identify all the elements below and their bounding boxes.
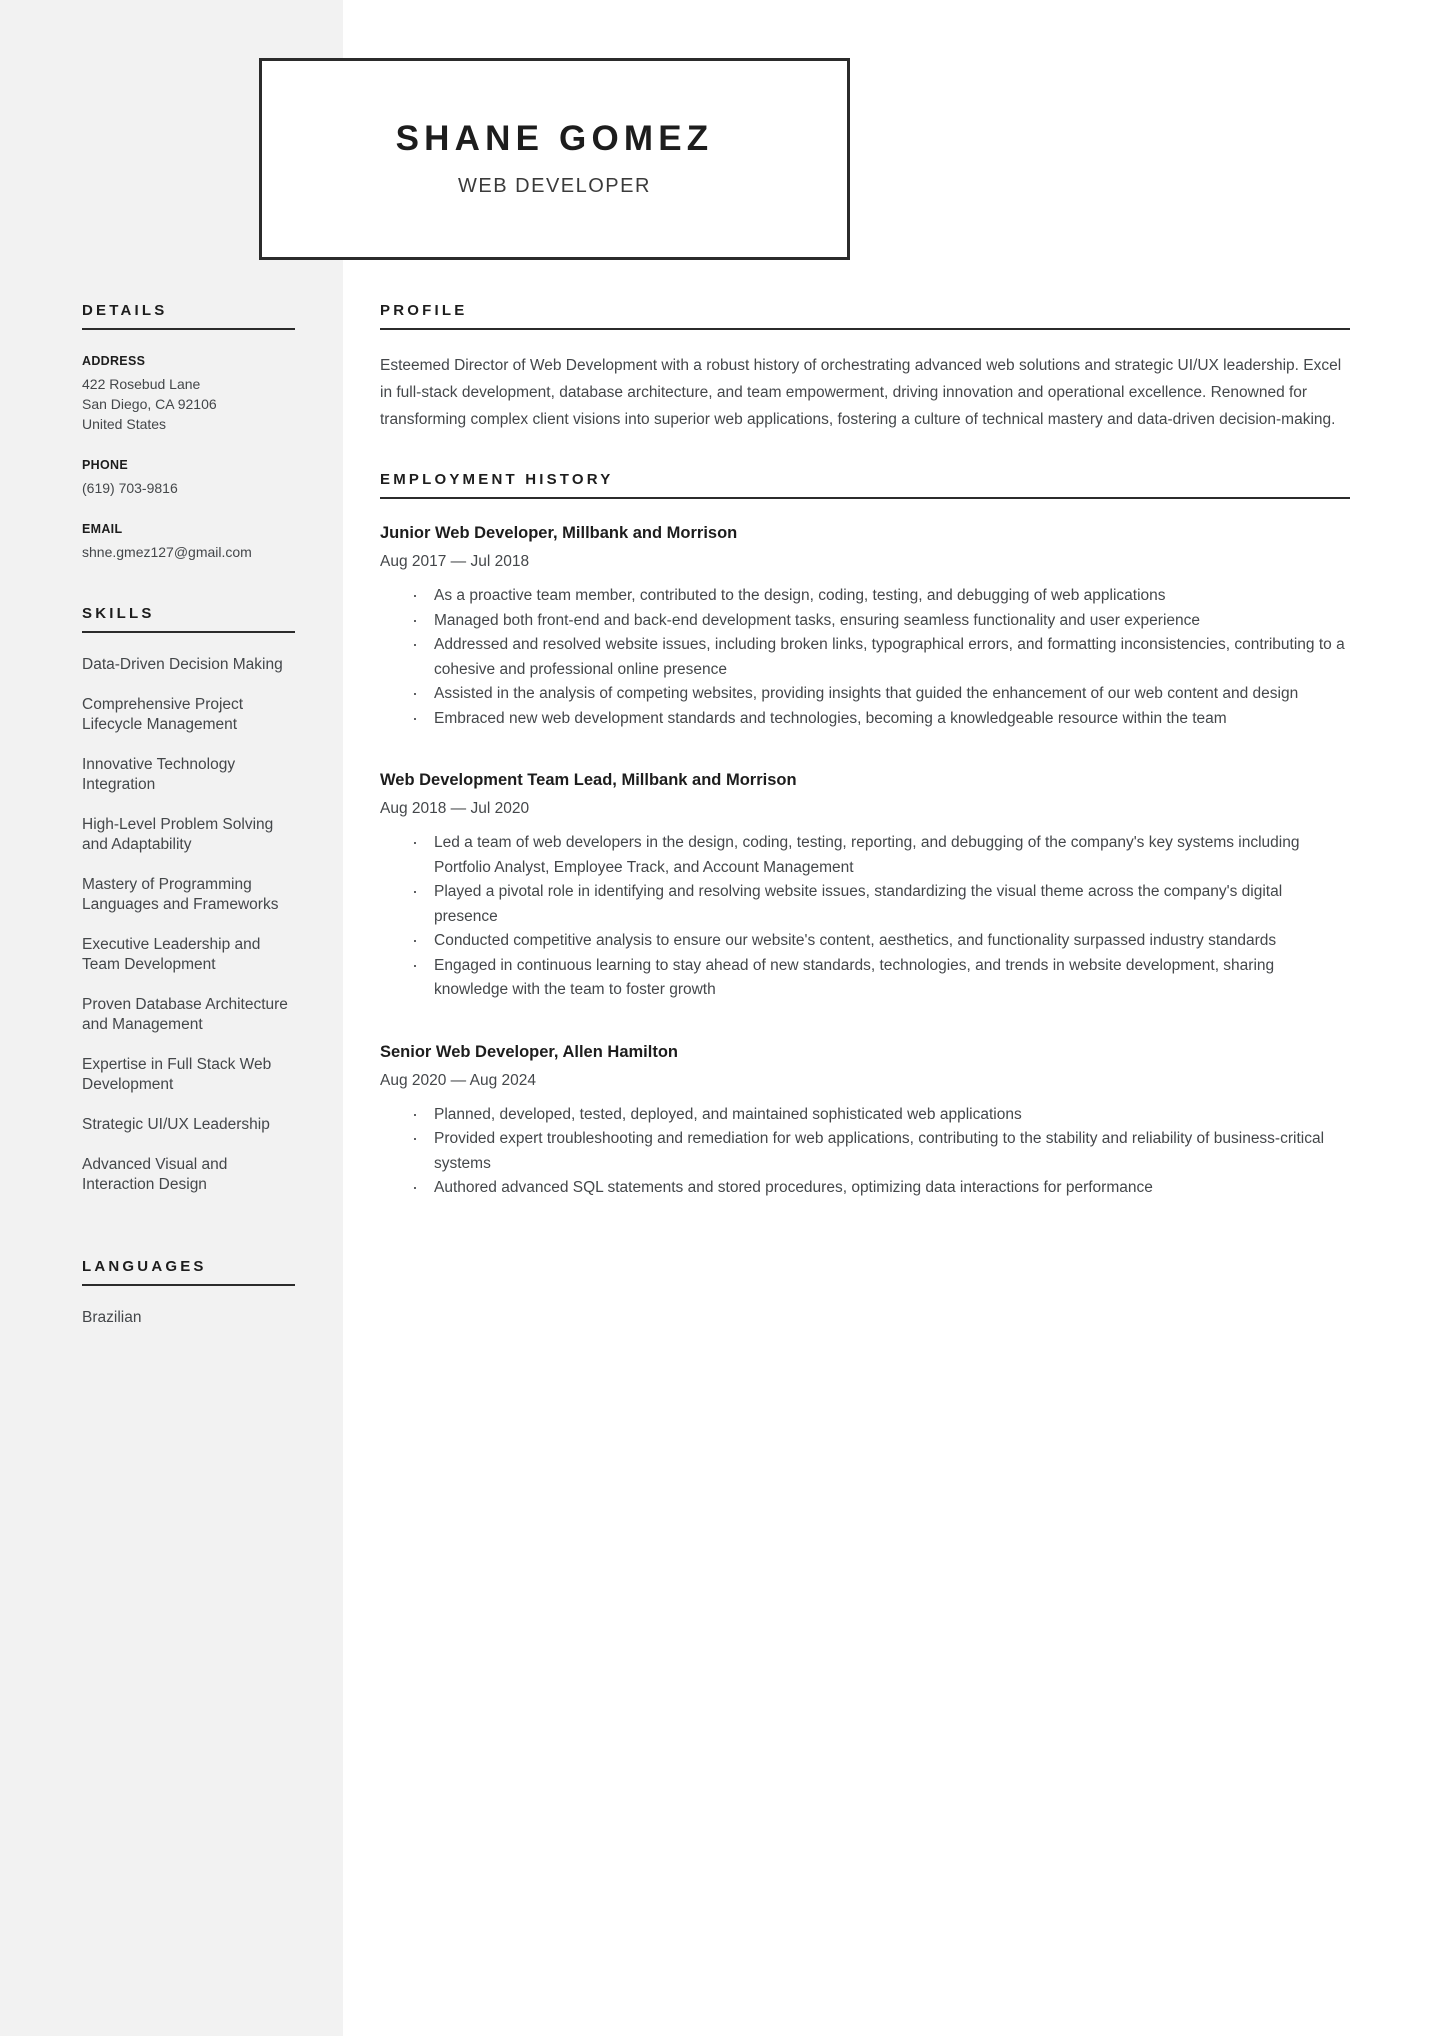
- skills-list: [82, 655, 295, 1195]
- profile-section: [380, 302, 1350, 433]
- list-item: Innovative Technology Integration: [82, 756, 236, 793]
- list-item: Proven Database Architecture and Management: [82, 996, 288, 1033]
- employment-section: [380, 471, 1350, 1201]
- detail-label-address: ADDRESS: [82, 354, 146, 368]
- job-entry: [380, 1040, 1350, 1201]
- job-entry: [380, 521, 1350, 731]
- address-line-1: 422 Rosebud Lane: [82, 376, 201, 392]
- job-entry: [380, 768, 1350, 1003]
- resume-body: [0, 260, 1440, 1328]
- list-item: Data-Driven Decision Making: [82, 656, 283, 673]
- list-item: Brazilian: [82, 1309, 142, 1326]
- details-section-title: DETAILS: [82, 302, 168, 319]
- languages-section-title: LANGUAGES: [82, 1258, 207, 1275]
- details-section-rule: [82, 328, 295, 330]
- profile-section-rule: [380, 328, 1350, 330]
- employment-section-rule: [380, 497, 1350, 499]
- spacer-profile-employment: [380, 433, 1350, 471]
- list-item: · Authored advanced SQL statements and stored procedures, optimizing data interactions for performance: [412, 1176, 1350, 1201]
- job-dates: Aug 2020 — Aug 2024: [380, 1071, 536, 1089]
- job-dates: Aug 2018 — Jul 2020: [380, 800, 530, 817]
- detail-group-address: [82, 354, 295, 434]
- languages-section: [82, 1258, 295, 1328]
- phone-value: (619) 703-9816: [82, 480, 178, 496]
- employment-list: [380, 521, 1350, 1201]
- detail-label-email: EMAIL: [82, 522, 123, 536]
- resume-header: [0, 0, 1440, 260]
- address-line-3: United States: [82, 416, 167, 432]
- spacer-skills-languages: [82, 1215, 295, 1258]
- detail-group-email: [82, 522, 295, 562]
- address-line-2: San Diego, CA 92106: [82, 396, 217, 412]
- list-item: · Managed both front-end and back-end development tasks, ensuring seamless functionality and user experience: [412, 609, 1350, 634]
- list-item: Mastery of Programming Languages and Frameworks: [82, 876, 279, 913]
- list-item: · Addressed and resolved website issues, including broken links, typographical errors, and formatting inconsistencies, contributing to a cohesive and professional online presence: [412, 633, 1350, 682]
- detail-group-phone: [82, 458, 295, 498]
- languages-section-rule: [82, 1284, 295, 1286]
- candidate-name: SHANE GOMEZ: [395, 118, 714, 158]
- job-title: Web Development Team Lead, Millbank and Morrison: [380, 771, 797, 789]
- main-column: [343, 302, 1440, 1238]
- candidate-job-title: WEB DEVELOPER: [458, 175, 651, 198]
- list-item: · As a proactive team member, contributed to the design, coding, testing, and debugging of web applications: [412, 584, 1350, 609]
- list-item: · Engaged in continuous learning to stay ahead of new standards, technologies, and trends in website development, sharing knowledge with the team to foster growth: [412, 954, 1350, 1003]
- list-item: Strategic UI/UX Leadership: [82, 1116, 270, 1133]
- job-title: Senior Web Developer, Allen Hamilton: [380, 1042, 678, 1061]
- employment-section-title: EMPLOYMENT HISTORY: [380, 471, 614, 488]
- list-item: · Played a pivotal role in identifying and resolving website issues, standardizing the visual theme across the company's digital presence: [412, 880, 1350, 929]
- list-item: Advanced Visual and Interaction Design: [82, 1156, 228, 1193]
- detail-label-phone: PHONE: [82, 458, 128, 472]
- list-item: Comprehensive Project Lifecycle Management: [82, 696, 244, 733]
- spacer-details-skills: [82, 562, 295, 605]
- list-item: · Provided expert troubleshooting and remediation for web applications, contributing to the stability and reliability of business-critical systems: [412, 1127, 1350, 1176]
- name-title-box: [259, 58, 850, 260]
- details-section: [82, 302, 295, 562]
- email-value: shne.gmez127@gmail.com: [82, 544, 252, 560]
- list-item: Executive Leadership and Team Development: [82, 936, 261, 973]
- skills-section: [82, 605, 295, 1195]
- list-item: · Led a team of web developers in the design, coding, testing, reporting, and debugging of the company's key systems including Portfolio Analyst, Employee Track, and Account Management: [412, 831, 1350, 880]
- job-bullet-list: [380, 1103, 1350, 1201]
- profile-section-title: PROFILE: [380, 302, 468, 319]
- job-dates: Aug 2017 — Jul 2018: [380, 553, 530, 570]
- job-bullet-list: [380, 584, 1350, 731]
- list-item: High-Level Problem Solving and Adaptability: [82, 816, 274, 853]
- job-bullet-list: [380, 831, 1350, 1003]
- list-item: · Conducted competitive analysis to ensure our website's content, aesthetics, and functionality surpassed industry standards: [412, 929, 1350, 954]
- skills-section-rule: [82, 631, 295, 633]
- sidebar-column: [0, 302, 343, 1328]
- job-title: Junior Web Developer, Millbank and Morrison: [380, 524, 738, 542]
- list-item: · Assisted in the analysis of competing websites, providing insights that guided the enhancement of our web content and design: [412, 682, 1350, 707]
- list-item: Expertise in Full Stack Web Development: [82, 1056, 272, 1093]
- list-item: · Planned, developed, tested, deployed, and maintained sophisticated web applications: [412, 1103, 1350, 1128]
- profile-text: Esteemed Director of Web Development with a robust history of orchestrating advanced web solutions and strategic UI/UX leadership. Excel in full-stack development, database architecture, and team empowerment, driving innovation and operational excellence. Renowned for transforming complex client visions into superior web applications, fostering a culture of technical mastery and data-driven decision-making.: [380, 357, 1342, 428]
- skills-section-title: SKILLS: [82, 605, 155, 622]
- list-item: · Embraced new web development standards and technologies, becoming a knowledgeable resource within the team: [412, 707, 1350, 732]
